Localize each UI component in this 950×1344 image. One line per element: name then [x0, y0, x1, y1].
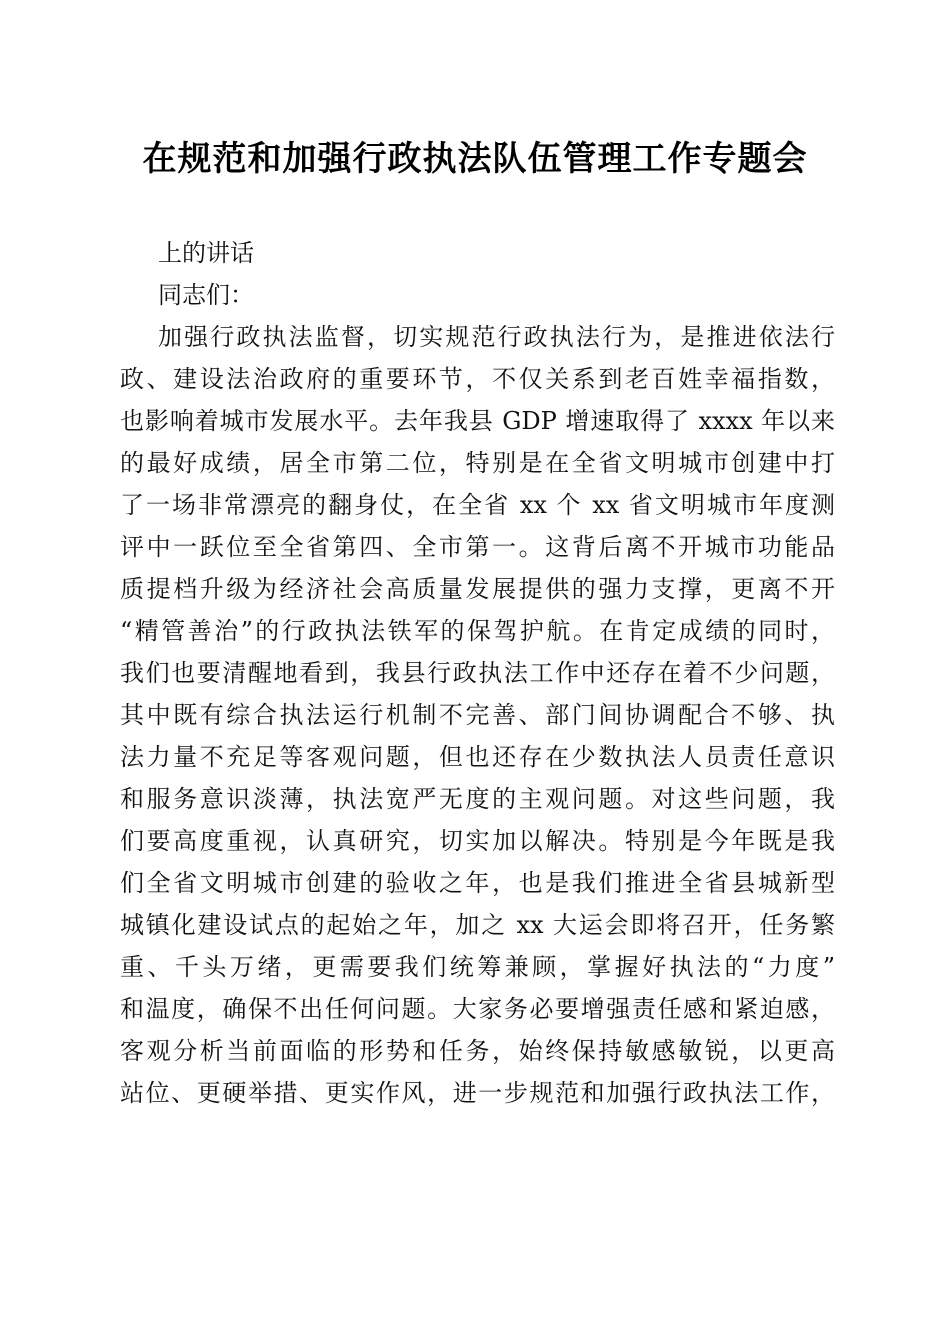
- paragraph-line: 法力量不充足等客观问题，但也还存在少数执法人员责任意识: [120, 743, 835, 771]
- paragraph-line: 评中一跃位至全省第四、全市第一。这背后离不开城市功能品: [120, 533, 835, 561]
- paragraph-line: 和服务意识淡薄，执法宽严无度的主观问题。对这些问题，我: [120, 785, 835, 813]
- paragraph-line: 们要高度重视，认真研究，切实加以解决。特别是今年既是我: [120, 827, 835, 855]
- subtitle-line: 上的讲话: [158, 239, 254, 267]
- paragraph-line: 的最好成绩，居全市第二位，特别是在全省文明城市创建中打: [120, 449, 835, 477]
- document-body: [120, 232, 835, 1114]
- paragraph-line: 和温度，确保不出任何问题。大家务必要增强责任感和紧迫感，: [120, 995, 835, 1023]
- paragraph-line: “精管善治”的行政执法铁军的保驾护航。在肯定成绩的同时，: [120, 617, 835, 645]
- document-title: 在规范和加强行政执法队伍管理工作专题会: [142, 139, 808, 179]
- paragraph-line: 政、建设法治政府的重要环节，不仅关系到老百姓幸福指数，: [120, 365, 835, 393]
- paragraph-line: 城镇化建设试点的起始之年，加之 xx 大运会即将召开，任务繁: [120, 911, 835, 939]
- paragraph-line: 其中既有综合执法运行机制不完善、部门间协调配合不够、执: [120, 701, 835, 729]
- paragraph-line: 站位、更硬举措、更实作风，进一步规范和加强行政执法工作，: [120, 1079, 835, 1107]
- paragraph-line: 我们也要清醒地看到，我县行政执法工作中还存在着不少问题，: [120, 659, 835, 687]
- paragraph-line: 加强行政执法监督，切实规范行政执法行为，是推进依法行: [158, 323, 835, 351]
- paragraph-line: 质提档升级为经济社会高质量发展提供的强力支撑，更离不开: [120, 575, 835, 603]
- paragraph-line: 了一场非常漂亮的翻身仗，在全省 xx 个 xx 省文明城市年度测: [120, 491, 835, 519]
- paragraph-line: 们全省文明城市创建的验收之年，也是我们推进全省县城新型: [120, 869, 835, 897]
- paragraph-line: 也影响着城市发展水平。去年我县 GDP 增速取得了 xxxx 年以来: [120, 407, 835, 435]
- paragraph-line: 重、千头万绪，更需要我们统筹兼顾，掌握好执法的“力度”: [120, 953, 835, 981]
- salutation-line: 同志们：: [158, 281, 254, 309]
- paragraph-line: 客观分析当前面临的形势和任务，始终保持敏感敏锐，以更高: [120, 1037, 835, 1065]
